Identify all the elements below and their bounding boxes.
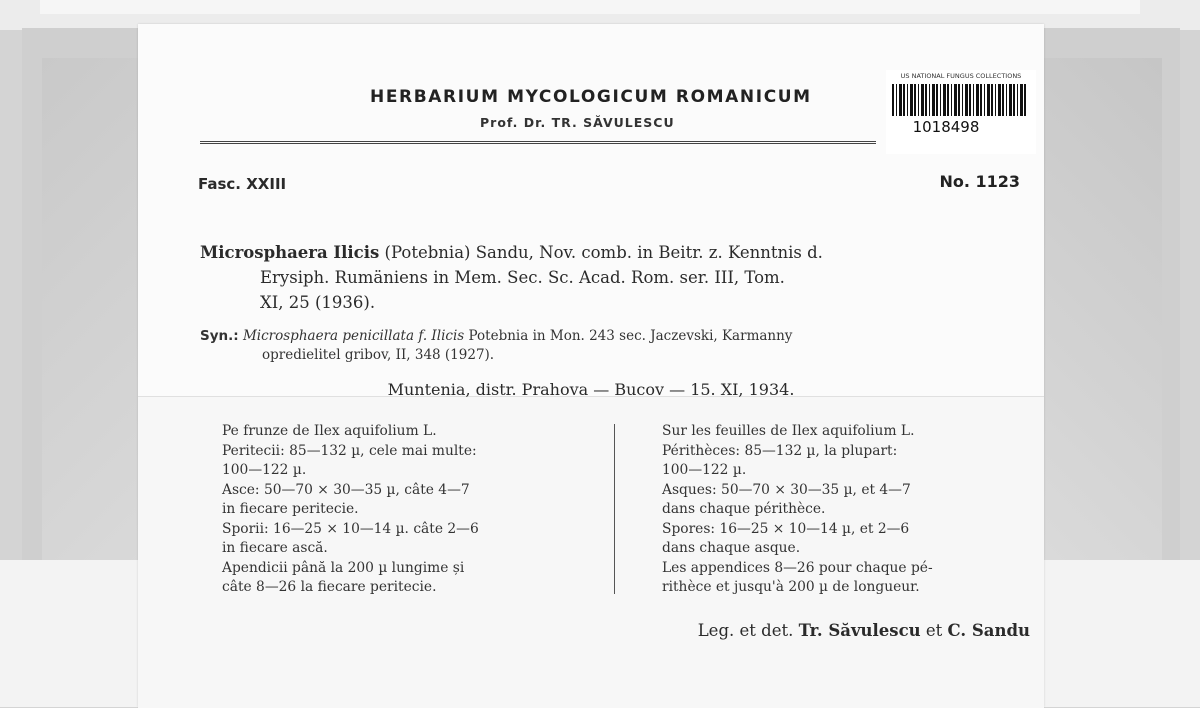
collector-conj: et [920, 621, 948, 640]
description-line: 100—122 µ. [662, 462, 747, 478]
description-line: in fiecare peritecie. [222, 501, 359, 517]
species-citation-line3: XI, 25 (1936). [260, 293, 376, 312]
description-line: Sporii: 16—25 × 10—14 µ. câte 2—6 [222, 520, 479, 537]
herbarium-title: HERBARIUM MYCOLOGICUM ROMANICUM [370, 87, 812, 107]
description-line: Périthèces: 85—132 µ, la plupart: [662, 442, 898, 459]
description-line: Pe frunze de Ilex aquifolium L. [222, 423, 437, 439]
species-citation-line2: Erysiph. Rumäniens in Mem. Sec. Sc. Acad. Rom. ser. III, Tom. [260, 268, 785, 287]
header-rule [200, 141, 876, 144]
species-name: Microsphaera Ilicis [200, 243, 380, 262]
collector-prefix: Leg. et det. [697, 621, 799, 640]
synonym-label: Syn.: [200, 328, 239, 344]
description-line: rithèce et jusqu'à 200 µ de longueur. [662, 579, 920, 595]
description-line: Les appendices 8—26 pour chaque pé- [662, 559, 933, 576]
description-line: câte 8—26 la fiecare peritecie. [222, 579, 437, 595]
synonym-block [200, 327, 1030, 365]
background-paper-strip [40, 0, 1140, 14]
specimen-number: No. 1123 [939, 172, 1020, 191]
collector-line [698, 621, 1030, 640]
collection-locality: Muntenia, distr. Prahova — Bucov — 15. XI, 1934. [387, 380, 795, 399]
collector-name-1: Tr. Săvulescu [798, 621, 921, 640]
synonym-line1: Potebnia in Mon. 243 sec. Jaczevski, Karmanny [464, 328, 793, 344]
herbarium-label [138, 24, 1044, 707]
description-line: Spores: 16—25 × 10—14 µ, et 2—6 [662, 520, 910, 537]
barcode-icon [892, 84, 1028, 116]
column-divider [614, 424, 615, 594]
description-line: Apendicii până la 200 µ lungime și [222, 559, 465, 576]
description-line: Sur les feuilles de Ilex aquifolium L. [662, 423, 915, 439]
description-line: Asce: 50—70 × 30—35 µ, câte 4—7 [222, 481, 470, 498]
barcode-number: 1018498 [912, 118, 980, 136]
species-citation [200, 240, 1030, 315]
herbarium-subtitle: Prof. Dr. TR. SĂVULESCU [480, 115, 675, 130]
description-line: dans chaque asque. [662, 540, 801, 556]
french-description [662, 422, 1042, 598]
synonym-name: Microsphaera penicillata f. Ilicis [242, 328, 465, 344]
description-line: 100—122 µ. [222, 462, 307, 478]
species-citation-line1: (Potebnia) Sandu, Nov. comb. in Beitr. z. Kenntnis d. [379, 243, 823, 262]
barcode-label [886, 70, 1036, 154]
description-line: in fiecare ască. [222, 540, 328, 556]
description-line: Peritecii: 85—132 µ, cele mai multe: [222, 442, 477, 459]
description-line: Asques: 50—70 × 30—35 µ, et 4—7 [662, 481, 911, 498]
romanian-description [222, 422, 602, 598]
synonym-line2: opredielitel gribov, II, 348 (1927). [262, 347, 495, 363]
description-line: dans chaque périthèce. [662, 501, 826, 517]
envelope-right-flap [1027, 58, 1162, 603]
barcode-caption: US NATIONAL FUNGUS COLLECTIONS [900, 72, 1022, 80]
collector-name-2: C. Sandu [947, 621, 1030, 640]
fascicle-number: Fasc. XXIII [198, 175, 287, 193]
